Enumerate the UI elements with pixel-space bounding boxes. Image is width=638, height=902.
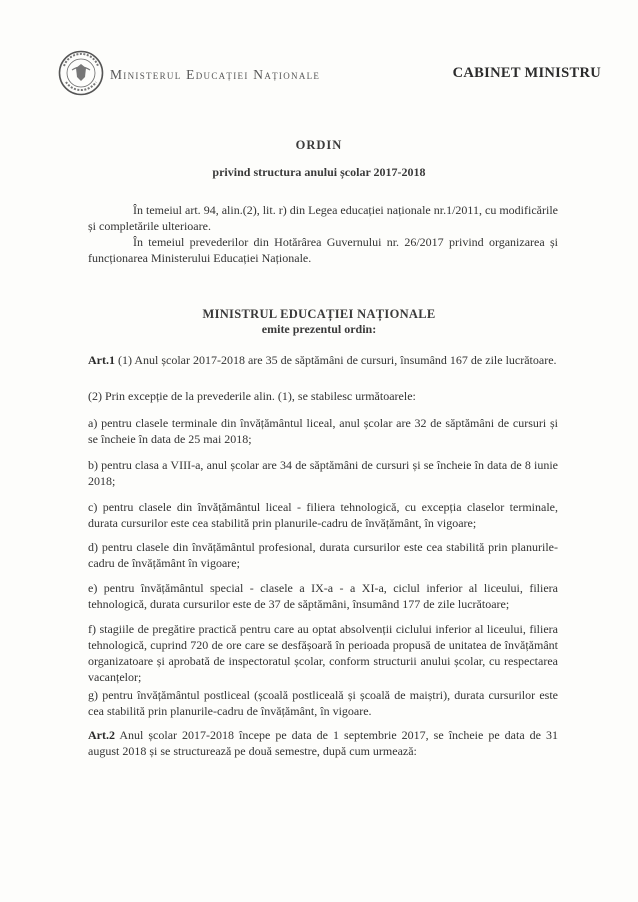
article-1-label: Art.1 bbox=[88, 353, 115, 367]
item-g: g) pentru învățământul postliceal (școală postliceală și școală de maiștri), durata cursurilor este cea stabilită prin planurile-cadru de învățământ, în vigoare. bbox=[88, 688, 558, 718]
cabinet-title: CABINET MINISTRU bbox=[452, 65, 601, 81]
item-c: c) pentru clasele din învățământul liceal - filiera tehnologică, cu excepția claselor terminale, durata cursurilor este cea stabilită prin planurile-cadru de învățământ, în vigoare; bbox=[88, 500, 558, 530]
article-2-label: Art.2 bbox=[88, 728, 115, 742]
article-2-text: Anul școlar 2017-2018 începe pe data de 1 septembrie 2017, se încheie pe data de 31 august 2018 și se structurează pe două semestre, după cum urmează: bbox=[88, 728, 559, 758]
item-b: b) pentru clasa a VIII-a, anul școlar are 34 de săptămâni de cursuri și se încheie în data de 8 iunie 2018; bbox=[88, 458, 558, 488]
preamble-1: În temeiul art. 94, alin.(2), lit. r) din Legea educației naționale nr.1/2011, cu modificările și completările ulterioare. bbox=[88, 203, 558, 233]
item-f: f) stagiile de pregătire practică pentru care au optat absolvenții ciclului inferior al liceului, filiera tehnologică, cuprind 720 de ore care se desfășoară în perioada propusă de unitatea de învățământ organizatoare și aprobată de inspectoratul școlar, conform structurii anului școlar, cu respectarea vacanțelor; bbox=[88, 622, 558, 684]
item-d: d) pentru clasele din învățământul profesional, durata cursurilor este cea stabilită prin planurile-cadru de învățământ în vigoare; bbox=[88, 540, 558, 570]
paragraph-2: (2) Prin excepție de la prevederile alin. (1), se stabilesc următoarele: bbox=[88, 389, 416, 403]
issuer-statement: emite prezentul ordin: bbox=[261, 322, 377, 336]
issuer-heading: MINISTRUL EDUCAȚIEI NAȚIONALE bbox=[202, 307, 436, 321]
article-1-text: (1) Anul școlar 2017-2018 are 35 de săptămâni de cursuri, însumând 167 de zile lucrătoare. bbox=[118, 353, 557, 367]
preamble-2: În temeiul prevederilor din Hotărârea Guvernului nr. 26/2017 privind organizarea și funcționarea Ministerului Educației Naționale. bbox=[88, 235, 558, 265]
coat-of-arms-seal-icon bbox=[58, 50, 104, 96]
item-e: e) pentru învățământul special - clasele a IX-a - a XI-a, ciclul inferior al liceului, filiera tehnologică, durata cursurilor este de 37 de săptămâni, însumând 177 de zile lucrătoare; bbox=[88, 581, 558, 611]
letterhead bbox=[58, 50, 603, 106]
ministry-name: Ministerul Educației Naționale bbox=[110, 67, 321, 82]
article-1 bbox=[88, 352, 558, 368]
article-2 bbox=[88, 727, 558, 759]
document-subtitle: privind structura anului școlar 2017-2018 bbox=[212, 165, 426, 179]
item-a: a) pentru clasele terminale din învățământul liceal, anul școlar are 32 de săptămâni de cursuri și se încheie în data de 25 mai 2018; bbox=[88, 416, 558, 446]
document-title: ORDIN bbox=[295, 138, 343, 152]
